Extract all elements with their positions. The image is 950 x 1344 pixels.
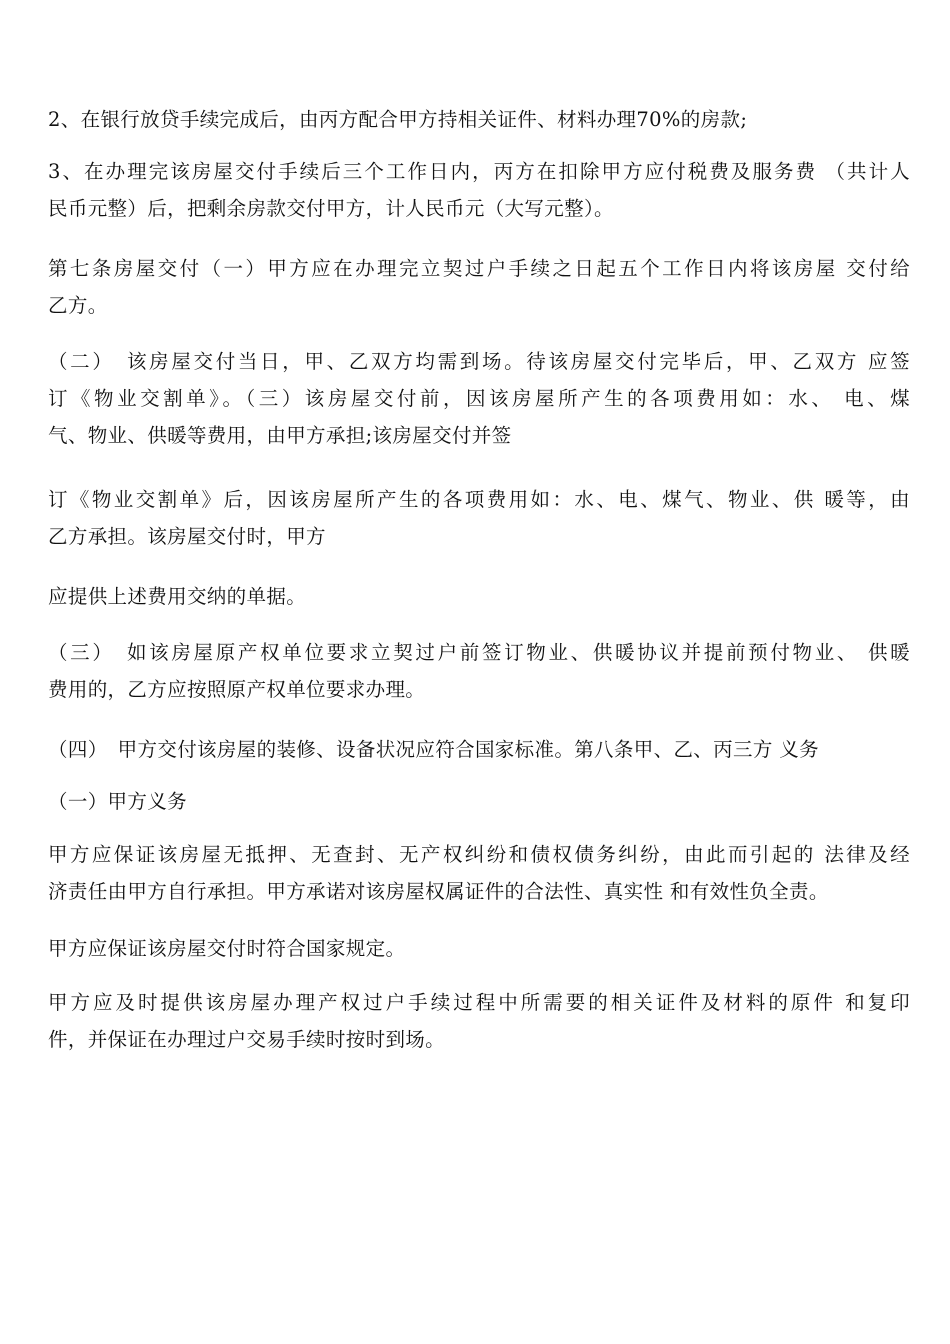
paragraph-delivery-day — [48, 343, 910, 454]
paragraph-line: 2、在银行放贷手续完成后，由丙方配合甲方持相关证件、材料办理70%的房款; — [48, 108, 748, 131]
paragraph-receipts — [48, 578, 910, 615]
paragraph-line: 甲方应保证该房屋交付时符合国家规定。 — [48, 937, 406, 960]
paragraph-line: 甲方应保证该房屋无抵押、无查封、无产权纠纷和债权债务纠纷，由此而引起的 法律及经 — [48, 843, 910, 866]
paragraph-line: 气、物业、供暖等费用，由甲方承担;该房屋交付并签 — [48, 424, 512, 447]
paragraph-line: 民币元整）后，把剩余房款交付甲方，计人民币元（大写元整）。 — [48, 197, 614, 220]
paragraph-property-unit — [48, 634, 910, 708]
paragraph-line: 乙方。 — [48, 294, 108, 317]
section-heading-party-a-duties — [48, 783, 910, 820]
paragraph-no-mortgage — [48, 836, 910, 910]
paragraph-remaining-payment — [48, 153, 910, 227]
paragraph-national-rules — [48, 930, 910, 967]
paragraph-line: （四） 甲方交付该房屋的装修、设备状况应符合国家标准。第八条甲、乙、丙三方 义务 — [48, 738, 819, 761]
paragraph-line: （二） 该房屋交付当日，甲、乙双方均需到场。待该房屋交付完毕后，甲、乙双方 应签 — [48, 350, 910, 373]
paragraph-line: 订《物业交割单》后，因该房屋所产生的各项费用如：水、电、煤气、物业、供 暖等，由 — [48, 488, 910, 511]
paragraph-line: 乙方承担。该房屋交付时，甲方 — [48, 525, 326, 548]
paragraph-line: 3、在办理完该房屋交付手续后三个工作日内，丙方在扣除甲方应付税费及服务费 （共计人 — [48, 160, 910, 183]
paragraph-after-handover — [48, 481, 910, 555]
paragraph-decoration-standard — [48, 731, 910, 768]
paragraph-line: 甲方应及时提供该房屋办理产权过户手续过程中所需要的相关证件及材料的原件 和复印 — [48, 991, 910, 1014]
paragraph-article-seven — [48, 250, 910, 324]
paragraph-provide-documents — [48, 984, 910, 1058]
paragraph-line: 第七条房屋交付（一）甲方应在办理完立契过户手续之日起五个工作日内将该房屋 交付给 — [48, 257, 910, 280]
paragraph-line: （一）甲方义务 — [48, 790, 187, 813]
paragraph-line: 应提供上述费用交纳的单据。 — [48, 585, 307, 608]
paragraph-bank-loan — [48, 101, 910, 138]
paragraph-line: 订《物业交割单》。（三）该房屋交付前，因该房屋所产生的各项费用如：水、 电、煤 — [48, 387, 910, 410]
paragraph-line: （三） 如该房屋原产权单位要求立契过户前签订物业、供暖协议并提前预付物业、 供暖 — [48, 641, 910, 664]
paragraph-line: 济责任由甲方自行承担。甲方承诺对该房屋权属证件的合法性、真实性 和有效性负全责。 — [48, 880, 829, 903]
paragraph-line: 件，并保证在办理过户交易手续时按时到场。 — [48, 1028, 446, 1051]
paragraph-line: 费用的，乙方应按照原产权单位要求办理。 — [48, 678, 426, 701]
